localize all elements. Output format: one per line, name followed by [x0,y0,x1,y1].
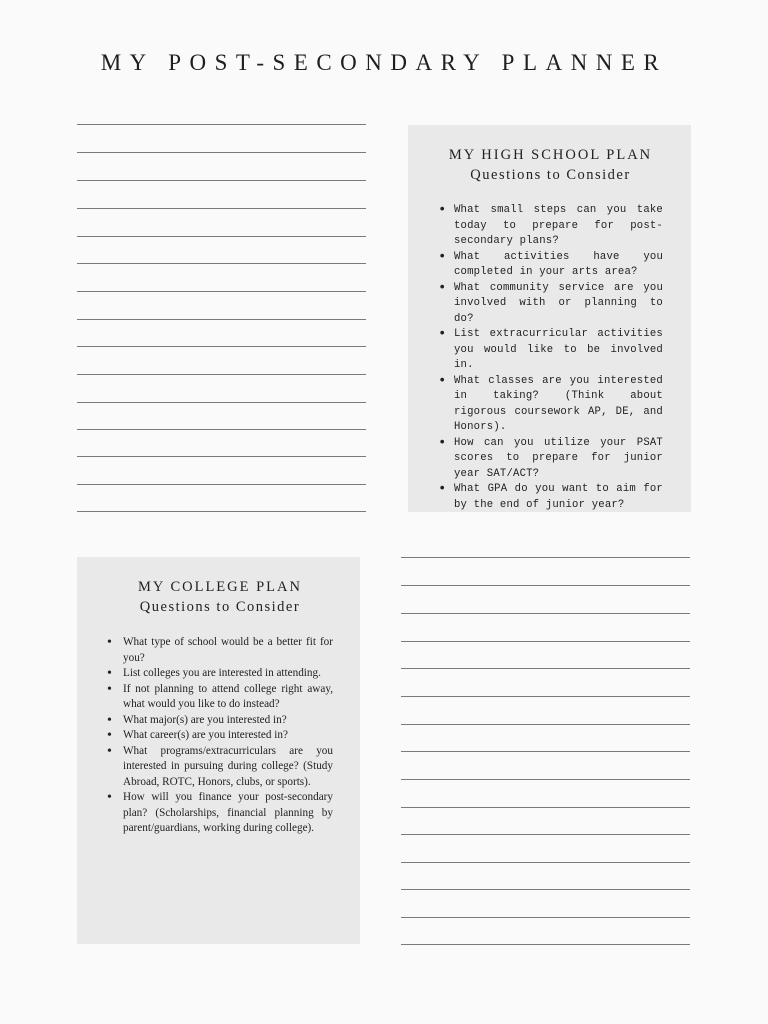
writing-line[interactable] [77,236,366,237]
writing-line[interactable] [401,641,690,642]
page-title: MY POST-SECONDARY PLANNER [100,50,668,75]
list-item: • List colleges you are interested in attending. [107,666,333,682]
writing-line[interactable] [401,557,690,558]
high-school-questions [438,203,663,513]
college-plan-box [77,557,360,944]
writing-line[interactable] [77,456,366,457]
writing-line[interactable] [401,862,690,863]
writing-line[interactable] [401,889,690,890]
college-plan-title: MY COLLEGE PLAN [138,579,302,595]
list-item: • What type of school would be a better fit for you? [107,635,333,666]
writing-line[interactable] [401,668,690,669]
list-item: • How can you utilize your PSAT scores to prepare for junior year SAT/ACT? [438,436,663,483]
writing-line[interactable] [77,374,366,375]
writing-line[interactable] [77,319,366,320]
writing-line[interactable] [401,779,690,780]
writing-line[interactable] [401,751,690,752]
college-plan-subtitle: Questions to Consider [139,599,301,615]
list-item: • What GPA do you want to aim for by the end of junior year? [438,482,663,513]
high-school-plan-subtitle: Questions to Consider [470,167,631,183]
writing-line[interactable] [77,180,366,181]
high-school-plan-title: MY HIGH SCHOOL PLAN [448,147,653,163]
list-item: • List extracurricular activities you would like to be involved in. [438,327,663,374]
list-item: • What community service are you involved with or planning to do? [438,281,663,328]
writing-line[interactable] [77,484,366,485]
list-item: • What small steps can you take today to prepare for post-secondary plans? [438,203,663,250]
college-questions [107,635,333,837]
writing-line[interactable] [401,944,690,945]
list-item: • How will you finance your post-secondary plan? (Scholarships, financial planning by parent/guardians, working during college). [107,790,333,837]
list-item: • If not planning to attend college right away, what would you like to do instead? [107,682,333,713]
writing-line[interactable] [77,402,366,403]
writing-line[interactable] [77,208,366,209]
writing-line[interactable] [401,917,690,918]
list-item: • What activities have you completed in your arts area? [438,250,663,281]
list-item: • What career(s) are you interested in? [107,728,333,744]
writing-line[interactable] [401,696,690,697]
writing-line[interactable] [77,263,366,264]
writing-line[interactable] [77,429,366,430]
list-item: • What major(s) are you interested in? [107,713,333,729]
writing-line[interactable] [401,724,690,725]
writing-line[interactable] [401,834,690,835]
writing-line[interactable] [401,807,690,808]
writing-line[interactable] [77,124,366,125]
writing-line[interactable] [77,152,366,153]
list-item: • What classes are you interested in taking? (Think about rigorous coursework AP, DE, and Honors). [438,374,663,436]
writing-line[interactable] [401,613,690,614]
writing-line[interactable] [77,346,366,347]
high-school-plan-box [408,125,691,512]
writing-line[interactable] [77,511,366,512]
writing-line[interactable] [401,585,690,586]
list-item: • What programs/extracurriculars are you interested in pursuing during college? (Study Abroad, ROTC, Honors, clubs, or sports). [107,744,333,791]
writing-line[interactable] [77,291,366,292]
